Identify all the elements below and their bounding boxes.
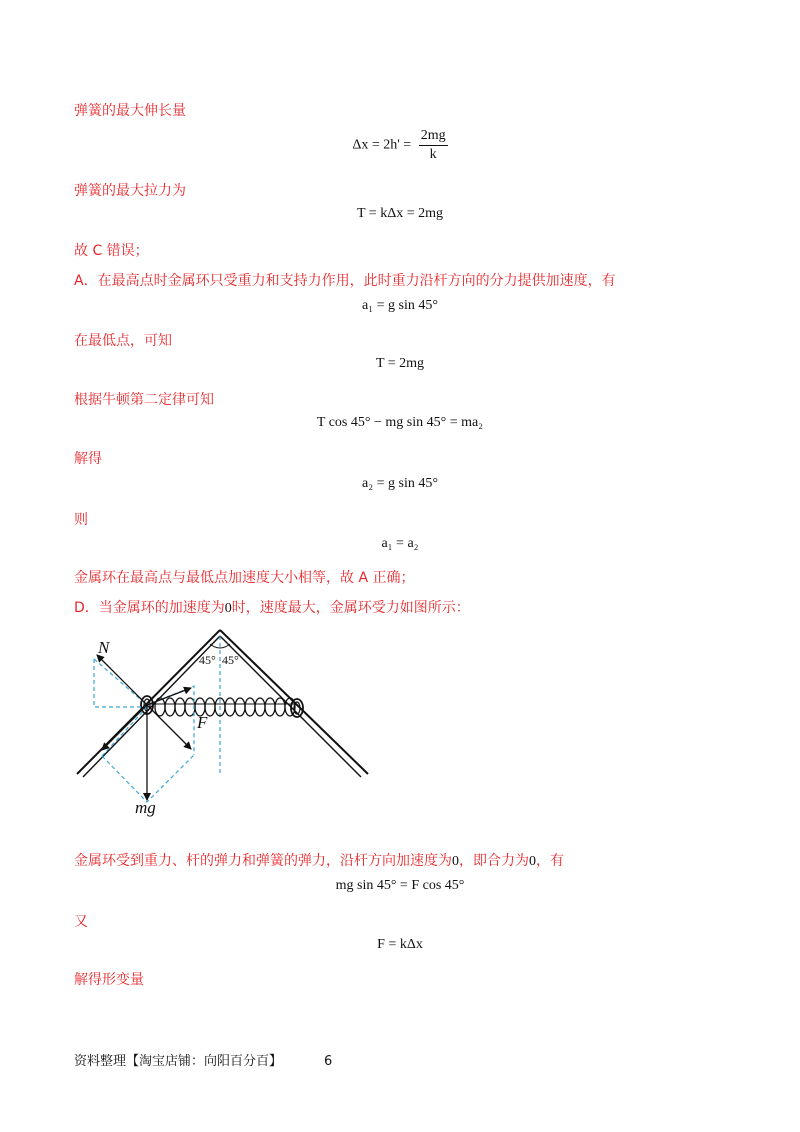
line-solve: 解得 [74,451,102,467]
equation-max-extension [0,128,800,163]
line-option-d [74,597,470,617]
arrow-along-rod [102,705,147,750]
footer [74,1050,332,1069]
equation-newton: T cos 45° − mg sin 45° = ma₂ [316,415,484,430]
option-d-zero: 0 [224,601,232,616]
eq1-numerator: 2mg [419,128,448,146]
line-lowest-point: 在最低点，可知 [74,333,172,349]
label-n: N [98,638,110,657]
eq1-denominator: k [429,147,437,162]
option-d-text-2: 时，速度最大，金属环受力如图所示： [231,600,470,616]
forces-text-1: 金属环受到重力、杆的弹力和弹簧的弹力，沿杆方向加速度为 [74,853,452,869]
line-a-correct: 金属环在最高点与最低点加速度大小相等，故 A 正确； [74,570,415,586]
equation-t-2mg: T = 2mg [375,356,425,371]
line-c-wrong: 故 C 错误； [74,243,149,259]
equation-hooke: F = kΔx [377,937,423,952]
label-f: F [197,713,208,732]
line-newton-second: 根据牛顿第二定律可知 [74,392,214,408]
forces-zero-2: 0 [529,854,536,869]
arrow-n [97,655,147,705]
footer-source: 资料整理【淘宝店铺：向阳百分百】 [74,1054,283,1069]
line-forces [74,850,564,870]
forces-text-3: ，有 [536,853,564,869]
line-solve-deformation: 解得形变量 [74,972,144,988]
page-number: 6 [324,1054,333,1069]
line-also: 又 [74,914,88,930]
force-diagram [60,622,390,822]
forces-zero-1: 0 [452,854,459,869]
equation-a1-equals-a2: a₁ = a₂ [381,536,419,551]
label-mg: mg [135,798,156,817]
label-angle-right: 45° [222,653,239,667]
eq1-left: Δx = 2h' = [352,137,415,153]
equation-balance: mg sin 45° = F cos 45° [335,878,465,893]
equation-a1: a₁ = g sin 45° [362,298,438,313]
equation-max-tension: T = kΔx = 2mg [357,206,443,221]
forces-text-2: ，即合力为 [459,853,529,869]
line-option-a: A．在最高点时金属环只受重力和支持力作用，此时重力沿杆方向的分力提供加速度，有 [74,273,616,289]
line-max-tension: 弹簧的最大拉力为 [74,183,186,199]
line-max-extension: 弹簧的最大伸长量 [74,103,186,119]
option-d-text-1: D．当金属环的加速度为 [74,600,225,616]
label-angle-left: 45° [199,653,216,667]
line-then: 则 [74,512,88,528]
dashed-parallelograms [94,659,194,802]
equation-a2: a₂ = g sin 45° [362,476,438,491]
eq1-fraction [419,128,448,163]
spring [150,698,296,716]
